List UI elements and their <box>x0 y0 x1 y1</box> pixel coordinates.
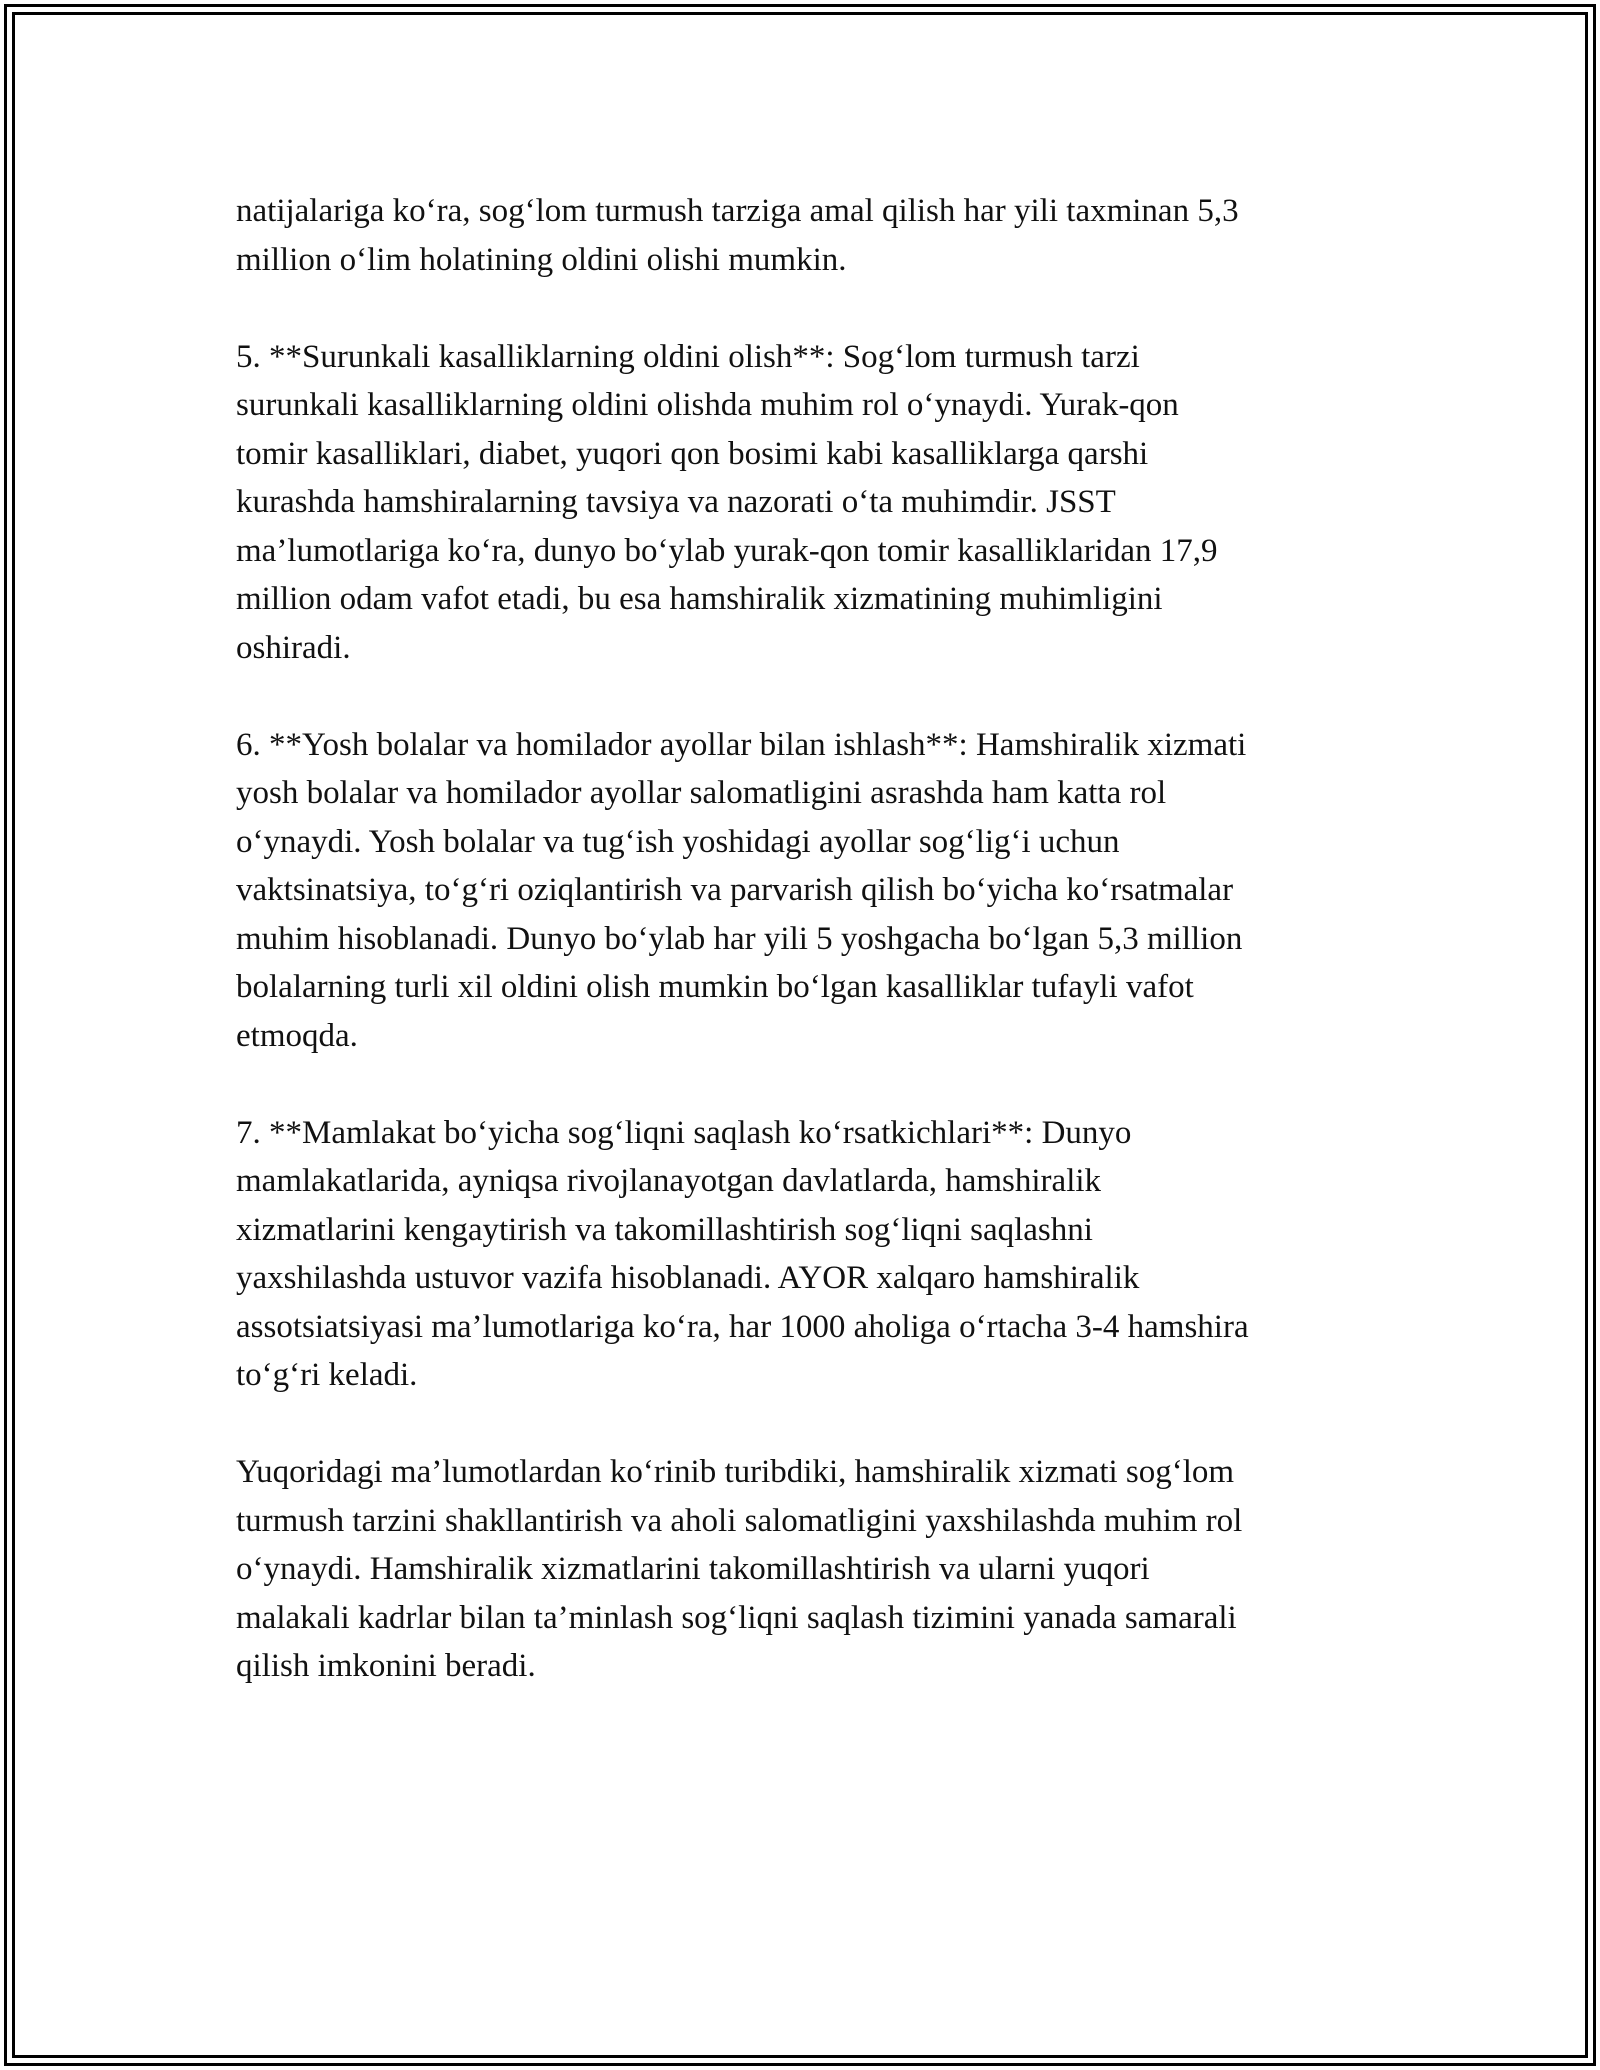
text-line: surunkali kasalliklarning oldini olishda muhim rol o‘ynaydi. Yurak-qon <box>236 387 1179 423</box>
text-line: o‘ynaydi. Hamshiralik xizmatlarini takomillashtirish va ularni yuqori <box>236 1551 1150 1587</box>
text-line: 6. **Yosh bolalar va homilador ayollar bilan ishlash**: Hamshiralik xizmati <box>236 726 1247 763</box>
paragraph-intro-continuation <box>236 187 1366 284</box>
text-line: million odam vafot etadi, bu esa hamshiralik xizmatining muhimligini <box>236 581 1163 617</box>
text-line: 5. **Surunkali kasalliklarning oldini olish**: Sog‘lom turmush tarzi <box>236 338 1140 375</box>
text-line: malakali kadrlar bilan ta’minlash sog‘liqni saqlash tizimini yanada samarali <box>236 1599 1237 1636</box>
text-line: assotsiatsiyasi ma’lumotlariga ko‘ra, har 1000 aholiga o‘rtacha 3-4 hamshira <box>236 1308 1249 1345</box>
text-line: yosh bolalar va homilador ayollar salomatligini asrashda ham katta rol <box>236 775 1167 811</box>
text-line: 7. **Mamlakat bo‘yicha sog‘liqni saqlash ko‘rsatkichlari**: Dunyo <box>236 1114 1132 1151</box>
text-line: xizmatlarini kengaytirish va takomillashtirish sog‘liqni saqlashni <box>236 1211 1093 1248</box>
text-line: bolalarning turli xil oldini olish mumkin bo‘lgan kasalliklar tufayli vafot <box>236 969 1194 1005</box>
text-line: Yuqoridagi ma’lumotlardan ko‘rinib turibdiki, hamshiralik xizmati sog‘lom <box>236 1454 1235 1490</box>
text-line: turmush tarzini shakllantirish va aholi salomatligini yaxshilashda muhim rol <box>236 1502 1243 1539</box>
paragraph-conclusion <box>236 1448 1366 1691</box>
text-line: kurashda hamshiralarning tavsiya va nazorati o‘ta muhimdir. JSST <box>236 484 1116 520</box>
text-line: natijalariga ko‘ra, sog‘lom turmush tarziga amal qilish har yili taxminan 5,3 <box>236 193 1239 229</box>
text-line: etmoqda. <box>236 1017 358 1054</box>
text-line: ma’lumotlariga ko‘ra, dunyo bo‘ylab yurak-qon tomir kasalliklaridan 17,9 <box>236 532 1218 569</box>
text-line: mamlakatlarida, ayniqsa rivojlanayotgan davlatlarda, hamshiralik <box>236 1163 1102 1199</box>
text-line: qilish imkonini beradi. <box>236 1648 536 1684</box>
document-body <box>236 187 1366 1739</box>
text-line: vaktsinatsiya, to‘g‘ri oziqlantirish va parvarish qilish bo‘yicha ko‘rsatmalar <box>236 872 1234 908</box>
text-line: yaxshilashda ustuvor vazifa hisoblanadi. AYOR xalqaro hamshiralik <box>236 1260 1140 1296</box>
text-line: tomir kasalliklari, diabet, yuqori qon bosimi kabi kasalliklarga qarshi <box>236 435 1149 472</box>
text-line: muhim hisoblanadi. Dunyo bo‘ylab har yili 5 yoshgacha bo‘lgan 5,3 million <box>236 920 1243 957</box>
text-line: oshiradi. <box>236 629 351 666</box>
text-line: to‘g‘ri keladi. <box>236 1357 418 1393</box>
paragraph-item-7 <box>236 1109 1366 1400</box>
paragraph-item-5 <box>236 333 1366 673</box>
text-line: million o‘lim holatining oldini olishi mumkin. <box>236 241 847 278</box>
text-line: o‘ynaydi. Yosh bolalar va tug‘ish yoshidagi ayollar sog‘lig‘i uchun <box>236 823 1120 860</box>
paragraph-item-6 <box>236 721 1366 1061</box>
